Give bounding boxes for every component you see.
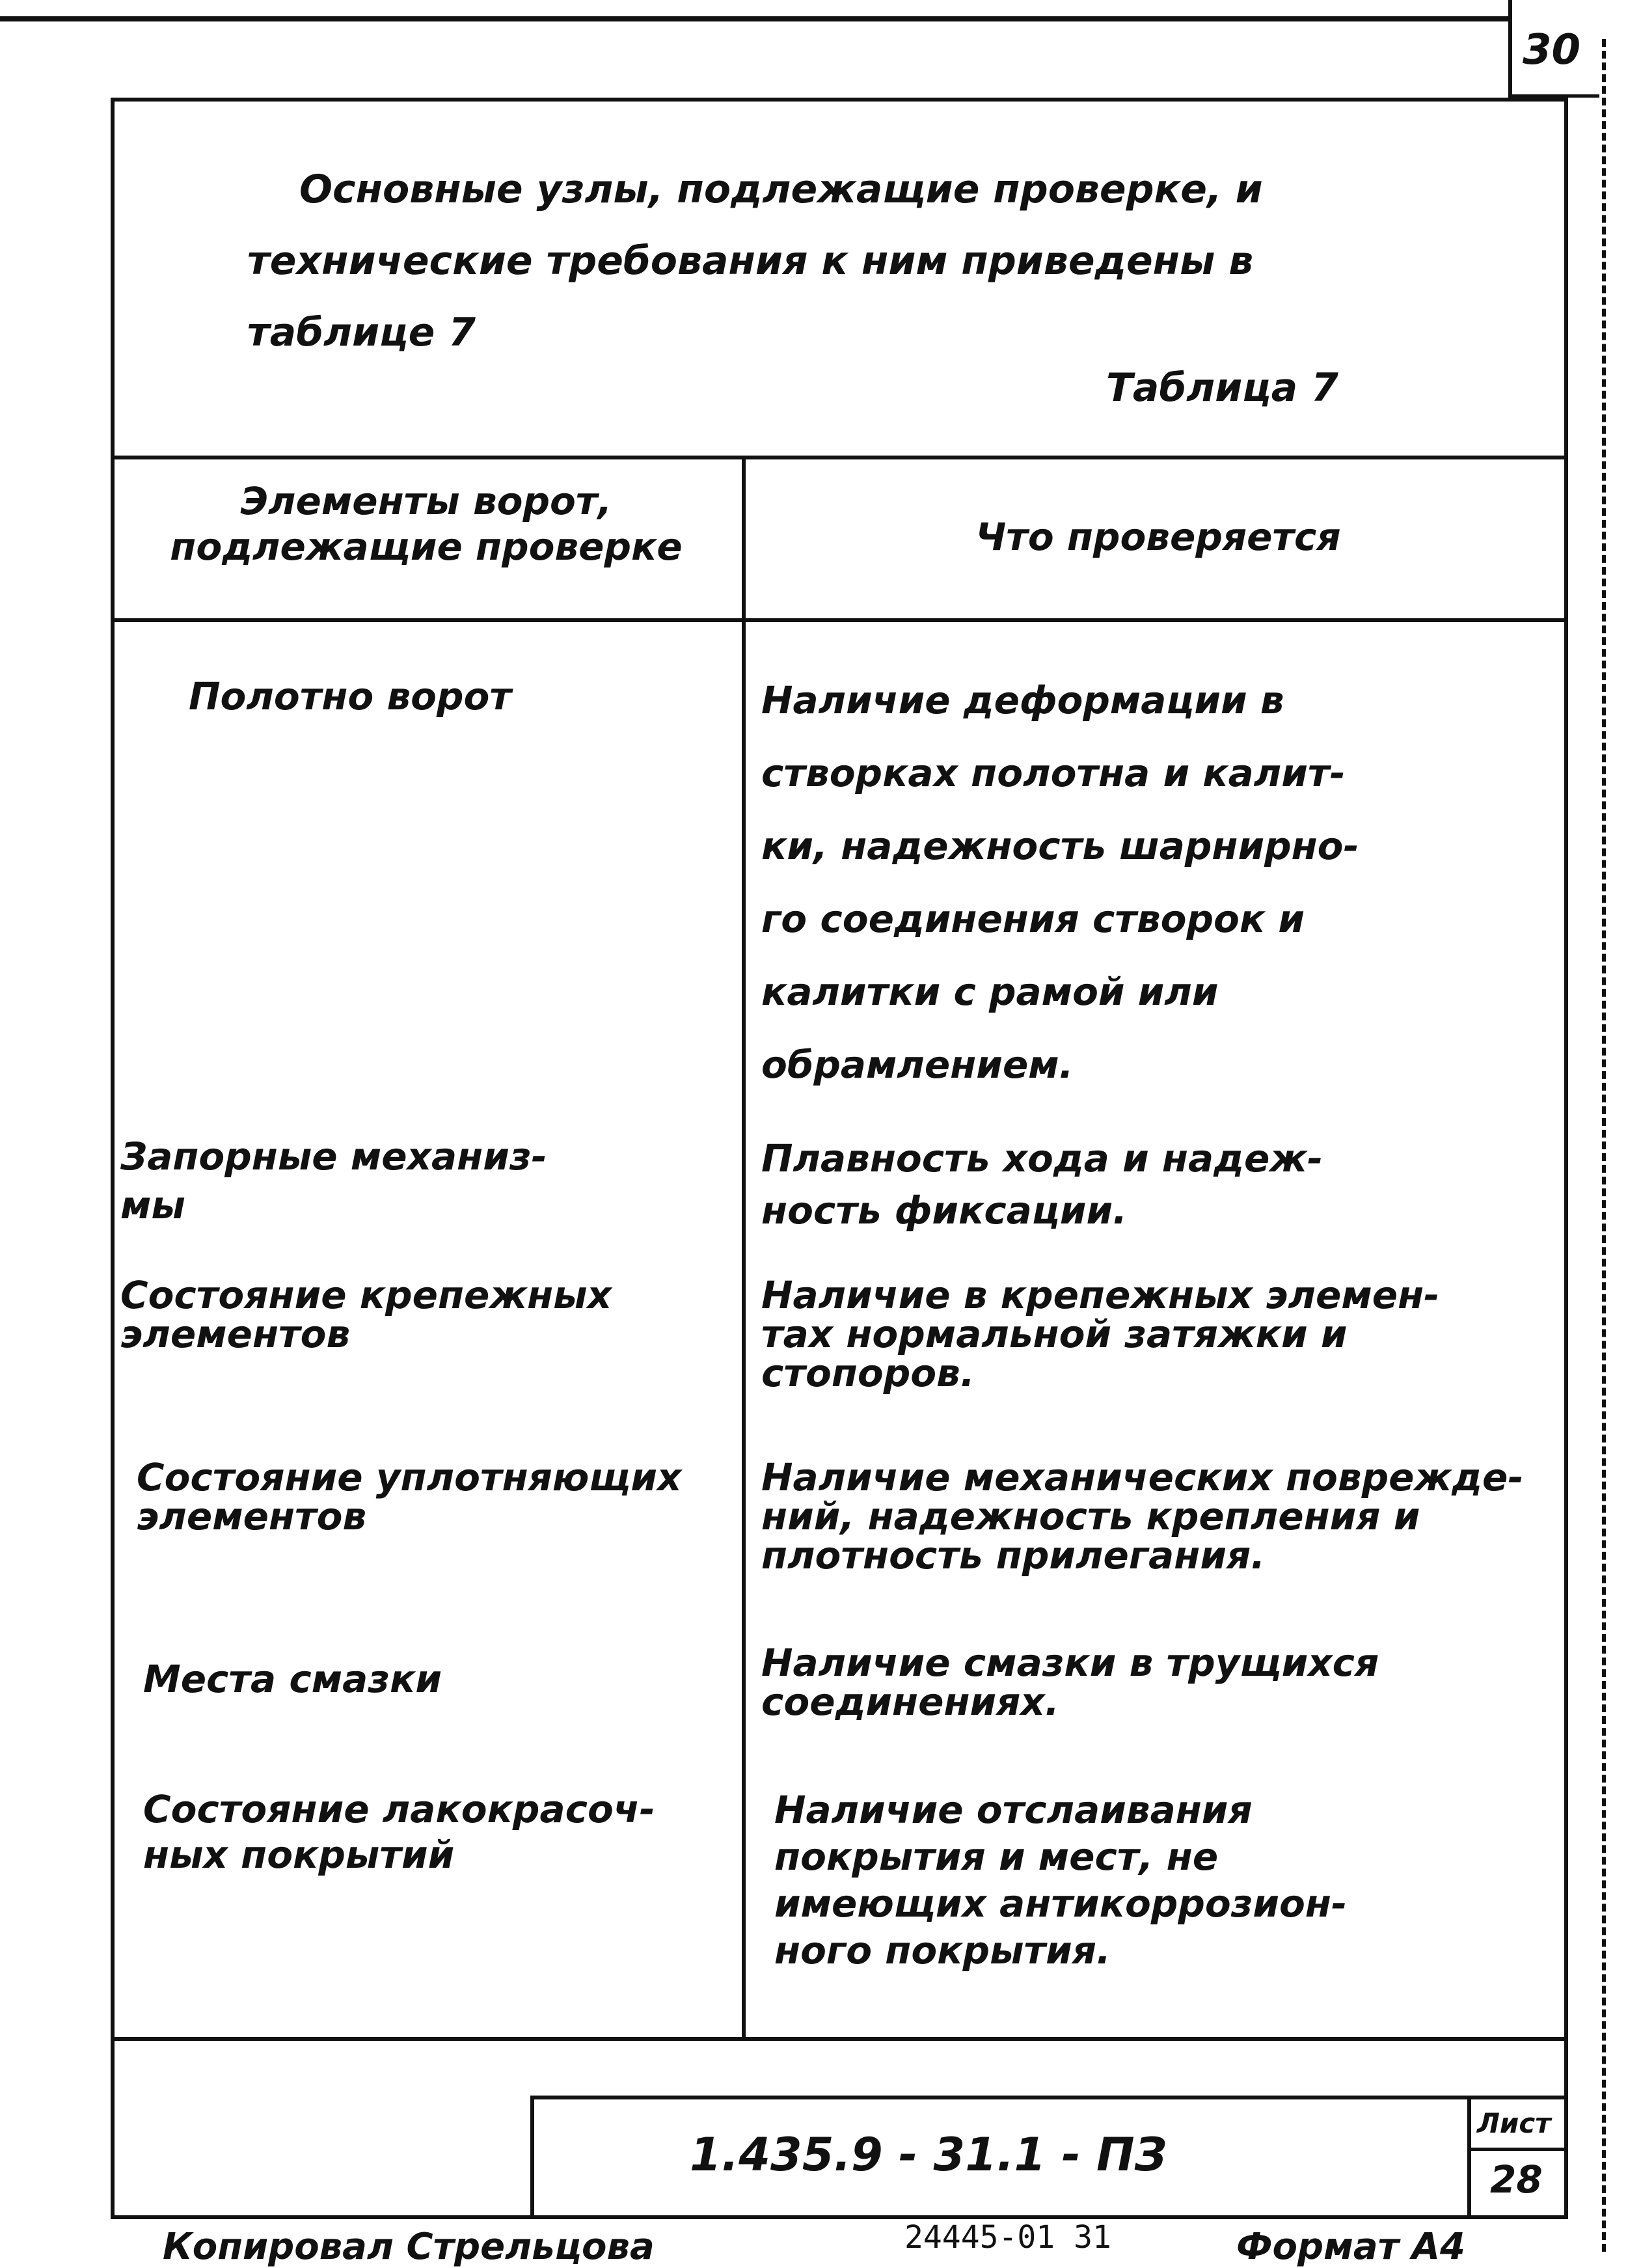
row-1-element-line: Полотно ворот: [189, 674, 511, 718]
row-3-check-line: стопоров.: [761, 1351, 975, 1395]
row-6-element-line: Состояние лакокрасоч-: [143, 1787, 655, 1831]
row-6-element-line: ных покрытий: [143, 1833, 455, 1877]
header-bottom-rule: [111, 618, 1568, 622]
row-1-check-line: калитки с рамой или: [761, 970, 1219, 1014]
sheet-number: 28: [1490, 2157, 1543, 2202]
row-4-check: [761, 1455, 1524, 1578]
inventory-number: 24445-01 31: [904, 2219, 1111, 2256]
page-number: 30: [1523, 26, 1581, 74]
row-2-element: [120, 1132, 547, 1230]
page-number-box-left: [1508, 0, 1512, 98]
row-4-element-line: Состояние уплотняющих: [137, 1455, 682, 1499]
row-4-element-line: элементов: [137, 1494, 367, 1538]
row-2-element-line: мы: [120, 1183, 185, 1227]
row-6-check-line: Наличие отслаивания: [774, 1788, 1253, 1832]
row-3-element-line: элементов: [120, 1312, 351, 1356]
column-divider: [742, 456, 746, 2037]
row-1-check-line: обрамлением.: [761, 1043, 1074, 1087]
row-2-check-line: Плавность хода и надеж-: [761, 1136, 1323, 1181]
sheet-cell-divider: [1467, 2148, 1568, 2151]
row-4-element: [137, 1455, 682, 1538]
row-6-check-line: имеющих антикоррозион-: [774, 1881, 1348, 1926]
row-1-check: [761, 664, 1359, 1101]
sheet-label: Лист: [1477, 2107, 1551, 2139]
row-1-check-line: створках полотна и калит-: [761, 751, 1346, 795]
row-2-element-line: Запорные механиз-: [120, 1134, 547, 1179]
row-5-element-line: Места смазки: [143, 1657, 442, 1701]
intro-line-1: Основные узлы, подлежащие проверке, и: [299, 167, 1263, 212]
row-6-check: [774, 1786, 1347, 1974]
header-elements-line-2: подлежащие проверке: [170, 525, 683, 569]
table-bottom-rule: [111, 2037, 1568, 2041]
row-3-check-line: тах нормальной затяжки и: [761, 1312, 1348, 1356]
row-4-check-line: плотность прилегания.: [761, 1533, 1266, 1578]
top-rule: [0, 16, 1510, 21]
row-3-element: [120, 1273, 612, 1356]
row-5-check-line: соединениях.: [761, 1680, 1059, 1724]
table-top-rule: [111, 456, 1568, 459]
row-2-check: [761, 1132, 1323, 1236]
row-1-check-line: Наличие деформации в: [761, 678, 1284, 722]
row-4-check-line: Наличие механических поврежде-: [761, 1455, 1524, 1499]
title-block-top: [530, 2096, 1568, 2099]
header-elements: [120, 478, 732, 569]
row-4-check-line: ний, надежность крепления и: [761, 1494, 1420, 1538]
row-2-check-line: ность фиксации.: [761, 1188, 1128, 1233]
row-3-check-line: Наличие в крепежных элемен-: [761, 1273, 1440, 1317]
row-5-check: [761, 1641, 1379, 1724]
row-1-element: [189, 670, 511, 722]
sheet-cell-left: [1467, 2096, 1471, 2219]
row-3-element-line: Состояние крепежных: [120, 1273, 612, 1317]
right-border: [1602, 39, 1606, 2252]
title-block-left: [530, 2096, 534, 2219]
row-5-check-line: Наличие смазки в трущихся: [761, 1641, 1379, 1685]
row-6-check-line: ного покрытия.: [774, 1928, 1111, 1973]
intro-line-2: технические требования к ним приведены в: [247, 238, 1254, 284]
row-1-check-line: ки, надежность шарнирно-: [761, 824, 1359, 868]
header-elements-line-1: Элементы ворот,: [240, 479, 612, 523]
header-check: Что проверяется: [975, 515, 1341, 559]
row-1-check-line: го соединения створок и: [761, 897, 1305, 941]
row-6-check-line: покрытия и мест, не: [774, 1835, 1219, 1879]
row-6-element: [143, 1786, 655, 1878]
intro-line-3: таблице 7: [247, 310, 476, 355]
table-caption: Таблица 7: [1106, 365, 1338, 411]
row-3-check: [761, 1273, 1440, 1395]
row-5-element: [143, 1653, 442, 1705]
format-label: Формат А4: [1236, 2226, 1465, 2268]
designation: 1.435.9 - 31.1 - ПЗ: [690, 2128, 1167, 2181]
copied-by: Копировал Стрельцова: [163, 2226, 655, 2268]
